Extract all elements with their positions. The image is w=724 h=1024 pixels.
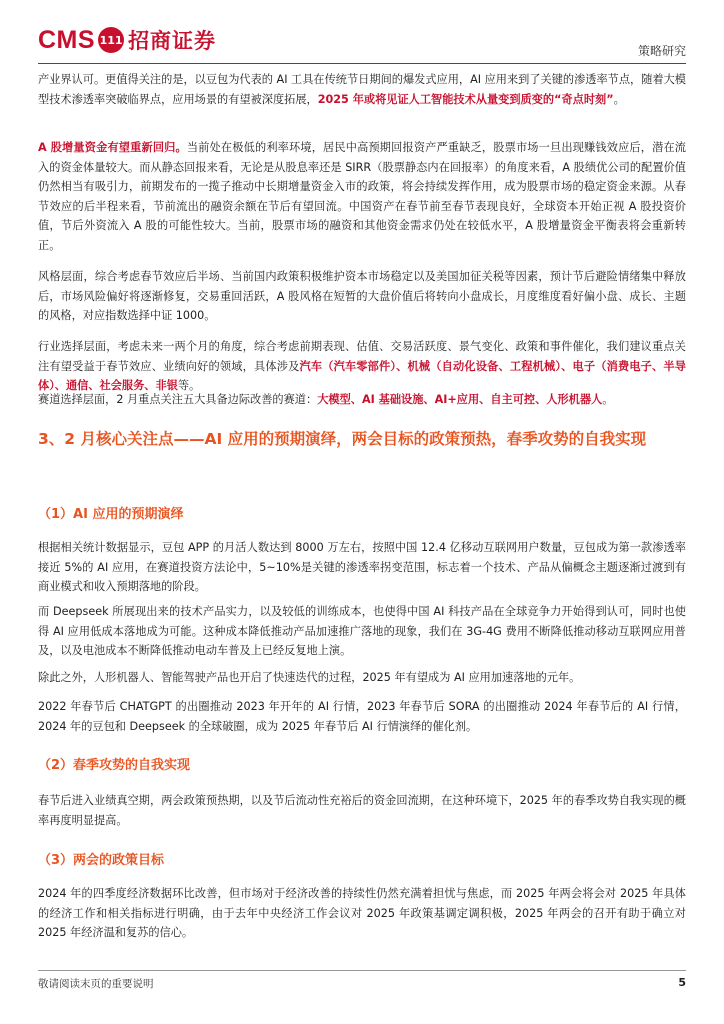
paragraph-text: 等。 — [177, 379, 201, 392]
logo-cn-text: 招商证券 — [128, 29, 217, 53]
paragraph-text: 春节后进入业绩真空期，两会政策预热期，以及节后流动性充裕后的资金回流期，在这种环境下，2025 年的春季攻势自我实现的概率再度明显提高。 — [38, 794, 686, 827]
page-number: 5 — [678, 976, 686, 989]
section-heading — [38, 426, 686, 452]
paragraph-text: 。 — [613, 92, 625, 106]
paragraph-two-sessions — [38, 884, 686, 943]
highlight-text: 2025 年或将见证人工智能技术从量变到质变的“奇点时刻” — [317, 92, 614, 106]
paragraph-text: 2022 年春节后 CHATGPT 的出圈推动 2023 年开年的 AI 行情，2023 年春节后 SORA 的出圈推动 2024 年春节后的 AI 行情，2024 年的豆包和 Deepseek 的全球破圈，成为 2025 年春节后 AI 行情演绎的催化剂。 — [38, 700, 686, 733]
disclaimer-note: 敬请阅读末页的重要说明 — [38, 978, 154, 990]
section-title: 3、2 月核心关注点——AI 应用的预期演绎，两会目标的政策预热，春季攻势的自我实现 — [38, 430, 647, 448]
subsection-title: （1）AI 应用的预期演绎 — [38, 507, 184, 522]
subsection-title: （3）两会的政策目标 — [38, 853, 165, 868]
paragraph-text: 2024 年的四季度经济数据环比改善，但市场对于经济改善的持续性仍然充满着担忧与焦虑，而 2025 年两会将会对 2025 年具体的经济工作和相关指标进行明确，由于去年中央经济工作会议对 2025 年政策基调定调积极，2025 年两会的召开有助于确立对 2025 年经济温和复苏的信心。 — [38, 887, 686, 939]
paragraph-text: 而 Deepseek 所展现出来的技术产品实力，以及较低的训练成本，也使得中国 AI 科技产品在全球竞争力开始得到认可，同时也使得 AI 应用低成本落地成为可能。这种成本降低推动产品加速推广落地的现象，我们在 3G-4G 费用不断降低推动移动互联网应用普及，以及电池成本不断降低推动电动车普及上已经反复地上演。 — [38, 605, 686, 657]
paragraph-robots — [38, 668, 686, 688]
logo-cms-text: CMS — [38, 25, 96, 54]
paragraph-text: 除此之外，人形机器人、智能驾驶产品也开启了快速迭代的过程，2025 年有望成为 AI 应用加速落地的元年。 — [38, 671, 581, 684]
paragraph-text: 行业选择层面，考虑未来一两个月的角度，综合考虑前期表现、估值、交易活跃度、景气变化、政策和事件催化，我们建议重点关注有望受益于春节效应、业绩向好的领域，具体涉及 — [38, 340, 686, 373]
page-header — [0, 0, 724, 66]
paragraph-text: 当前处在极低的利率环境，居民中高预期回报资产严重缺乏，股票市场一旦出现赚钱效应后，潜在流入的资金体量较大。而从静态回报来看，无论是从股息率还是 SIRR（股票静态内在回报率）的角度来看，A 股绩优公司的配置价值仍然相当有吸引力，前期发布的一揽子推动中长期增量资金入市的政策，将会持续发挥作用，成为股票市场的稳定资金来源。从春节效应的后半程来看，节前流出的融资余额在节后有望回流。中国资产在春节前至春节表现良好，全球资本开始正视 A 股投资价值，节后外资流入 A 股的可能性较大。当前，股票市场的融资和其他资金需求仍处在较低水平，A 股增量资金平衡表将会重新转正。 — [38, 141, 686, 252]
paragraph-tracks — [38, 390, 686, 410]
paragraph-history — [38, 697, 686, 736]
footer-divider — [38, 970, 686, 971]
paragraph-text: 根据相关统计数据显示，豆包 APP 的月活人数达到 8000 万左右，按照中国 12.4 亿移动互联网用户数量，豆包成为第一款渗透率接近 5%的 AI 应用，在赛道投资方法论中，5~10%是关键的渗透率拐变范围，标志着一个技术、产品从偏概念主题逐渐过渡到有商业模式和收入预期落地的阶段。 — [38, 541, 686, 593]
subsection-heading — [38, 754, 686, 773]
subsection-heading — [38, 849, 686, 868]
paragraph-ai-inflection — [38, 70, 686, 109]
paragraph-industry — [38, 337, 686, 396]
logo-mark-icon: 111 — [98, 27, 124, 53]
highlight-text: 大模型、AI 基础设施、AI+应用、自主可控、人形机器人 — [317, 393, 603, 406]
paragraph-text: 产业界认可。更值得关注的是，以豆包为代表的 AI 工具在传统节日期间的爆发式应用，AI 应用来到了关键的渗透率节点，随着大模型技术渗透率突破临界点，应用场景的有望被深度拓展， — [38, 73, 686, 106]
paragraph-deepseek — [38, 602, 686, 661]
paragraph-text: 。 — [602, 393, 614, 406]
header-divider — [38, 63, 686, 64]
paragraph-doubao — [38, 538, 686, 597]
paragraph-style — [38, 267, 686, 326]
report-type-label: 策略研究 — [637, 44, 686, 58]
highlight-text: 汽车（汽车零部件）、机械（自动化设备、工程机械）、电子（消费电子、半导体）、通信、社会服务、非银 — [38, 359, 686, 392]
subsection-title: （2）春季攻势的自我实现 — [38, 758, 191, 773]
company-logo — [38, 25, 216, 55]
paragraph-lead: A 股增量资金有望重新回归。 — [38, 141, 187, 154]
paragraph-text: 风格层面，综合考虑春节效应后半场、当前国内政策积极维护资本市场稳定以及美国加征关税等因素，预计节后避险情绪集中释放后，市场风险偏好将逐渐修复，交易重回活跃，A 股风格在短暂的大盘价值后将转向小盘成长，月度维度看好偏小盘、成长、主题的风格，对应指数选择中证 1000。 — [38, 270, 686, 322]
subsection-heading — [38, 503, 686, 522]
paragraph-spring-rally — [38, 791, 686, 830]
paragraph-text: 赛道选择层面，2 月重点关注五大具备边际改善的赛道： — [38, 393, 318, 406]
paragraph-incremental-funds — [38, 138, 686, 255]
